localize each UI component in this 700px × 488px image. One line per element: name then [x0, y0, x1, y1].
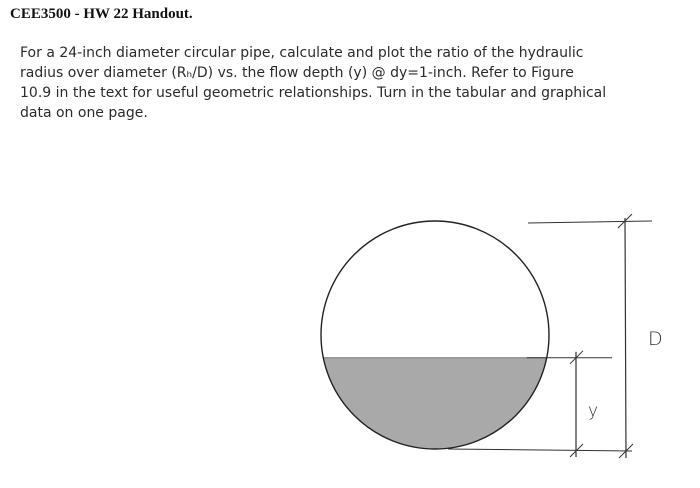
problem-line: data on one page.	[20, 105, 148, 121]
problem-line: 10.9 in the text for useful geometric relationships. Turn in the tabular and graphical	[20, 85, 607, 101]
diameter-bottom-extension-line	[448, 449, 632, 451]
diameter-label: D	[648, 328, 663, 350]
diameter-dimension-line	[625, 218, 626, 458]
water-flow-area	[300, 358, 680, 451]
pipe-cross-section-figure	[300, 210, 680, 480]
problem-line: radius over diameter (Rₕ/D) vs. the flow depth (y) @ dy=1-inch. Refer to Figure	[20, 65, 574, 81]
page-title: CEE3500 - HW 22 Handout.	[10, 6, 193, 22]
diameter-top-extension-line	[528, 221, 652, 223]
pipe-diagram	[300, 210, 680, 480]
problem-statement	[20, 43, 660, 123]
depth-label: y	[588, 401, 599, 421]
problem-line: For a 24-inch diameter circular pipe, calculate and plot the ratio of the hydraulic	[20, 45, 584, 61]
